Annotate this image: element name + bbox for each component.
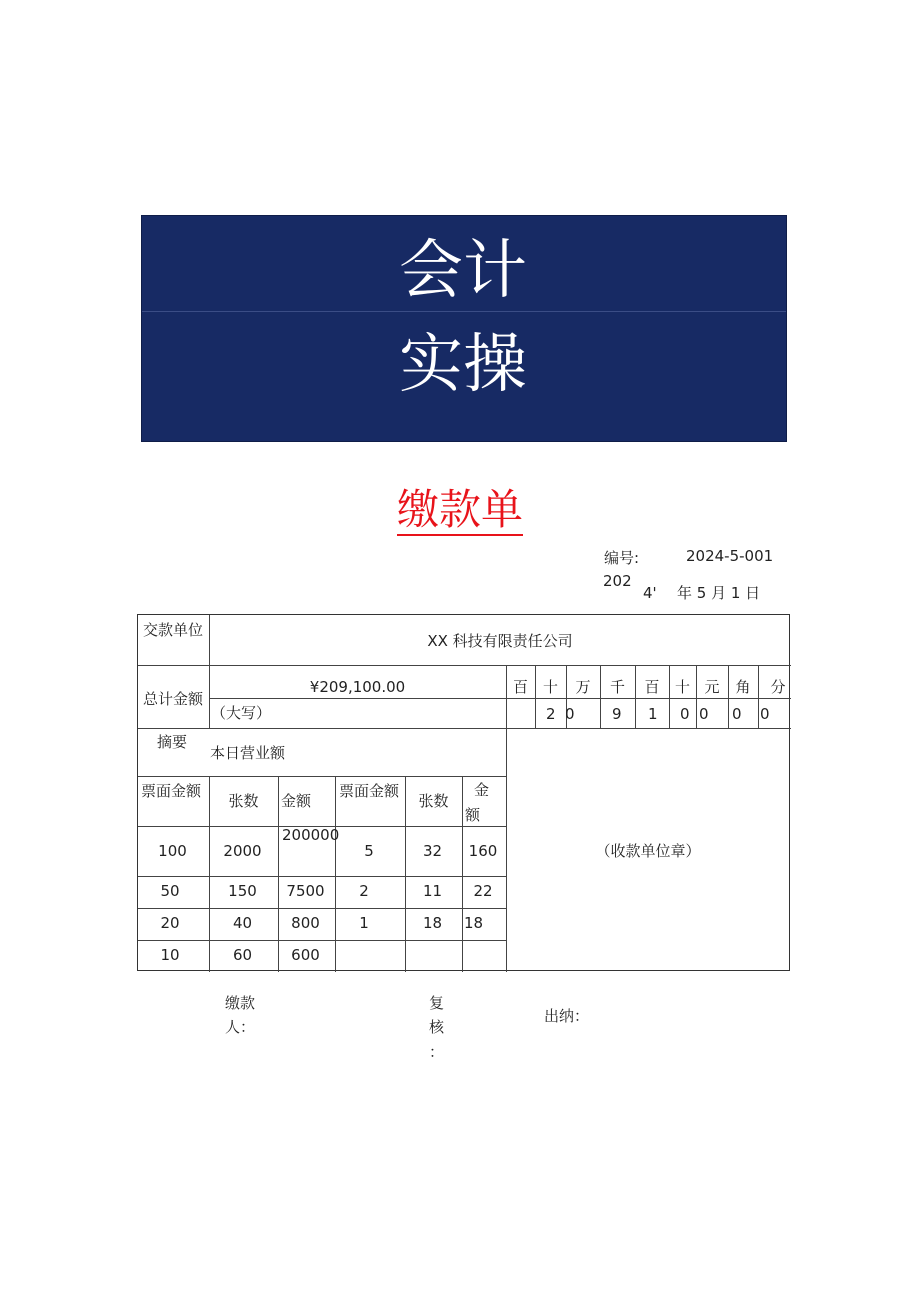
- cell-amount1: 800: [291, 914, 320, 932]
- cell-denom1: 50: [160, 882, 180, 900]
- hline: [138, 908, 506, 909]
- payer-sign-label-b: 人：: [225, 1018, 256, 1036]
- reviewer-sign-label-c: ：: [429, 1043, 445, 1061]
- vline: [696, 665, 697, 728]
- date-part-year-a: 202: [603, 572, 632, 590]
- digit-header: 百: [512, 678, 528, 696]
- cell-amount2: 160: [468, 842, 498, 860]
- total-value: ¥209,100.00: [309, 678, 406, 696]
- cover-title-line1: 会计: [399, 234, 527, 308]
- hline: [138, 876, 506, 877]
- banner-divider: [142, 311, 786, 312]
- vline: [278, 776, 279, 972]
- col-denom-1: 票面金额: [141, 782, 202, 800]
- col-amount-2-a: 金: [474, 781, 490, 799]
- cell-denom1: 20: [160, 914, 180, 932]
- cell-amount2: 22: [473, 882, 493, 900]
- cell-amount1: 7500: [286, 882, 325, 900]
- stamp-label: （收款单位章）: [595, 842, 701, 860]
- total-label: 总计金额: [143, 690, 204, 708]
- cell-denom1: 100: [158, 842, 187, 860]
- vline: [535, 665, 536, 728]
- digit-value: 0: [732, 705, 742, 723]
- document-title-text: 缴款单: [396, 485, 523, 534]
- col-amount-2-b: 额: [465, 806, 481, 824]
- vline: [506, 665, 507, 972]
- digit-header: 万: [575, 678, 591, 696]
- number-value: 2024-5-001: [686, 547, 774, 565]
- vline: [669, 665, 670, 728]
- cashier-sign-label: 出纳：: [544, 1007, 590, 1025]
- hline: [138, 940, 506, 941]
- vline: [600, 665, 601, 728]
- digit-header: 角: [735, 678, 751, 696]
- digit-header: 十: [542, 678, 558, 696]
- date-part-rest: 年 5 月 1 日: [677, 584, 761, 602]
- summary-label: 摘要: [157, 733, 188, 751]
- digit-value: 0: [565, 705, 575, 723]
- digit-value: 2: [546, 705, 556, 723]
- digit-header: 百: [644, 678, 660, 696]
- hline: [138, 776, 506, 777]
- payer-label: 交款单位: [143, 621, 204, 639]
- reviewer-sign-label-a: 复: [429, 994, 445, 1012]
- number-label: 编号:: [604, 549, 640, 567]
- cover-title-line2: 实操: [399, 328, 527, 402]
- digit-header: 十: [674, 678, 690, 696]
- vline: [728, 665, 729, 728]
- cell-denom1: 10: [160, 946, 180, 964]
- cell-amount1: 200000: [282, 826, 340, 844]
- cell-count1: 40: [232, 914, 253, 932]
- cell-count1: 150: [228, 882, 257, 900]
- cell-count2: 11: [422, 882, 443, 900]
- cell-amount2: 18: [464, 914, 484, 932]
- hline: [209, 698, 791, 699]
- col-count-1: 张数: [228, 792, 259, 810]
- col-amount-1: 金额: [281, 792, 312, 810]
- payer-value: XX 科技有限责任公司: [427, 632, 573, 650]
- cell-count2: 18: [422, 914, 443, 932]
- digit-value: 1: [648, 705, 658, 723]
- vline: [462, 776, 463, 972]
- digit-value: 0: [699, 705, 709, 723]
- col-denom-2: 票面金额: [339, 782, 400, 800]
- cell-count1: 2000: [223, 842, 262, 860]
- document-title: [0, 482, 920, 538]
- summary-value: 本日营业额: [210, 744, 286, 762]
- cell-count1: 60: [232, 946, 253, 964]
- digit-header: 千: [609, 678, 625, 696]
- cell-amount1: 600: [291, 946, 320, 964]
- vline: [635, 665, 636, 728]
- hline: [138, 728, 791, 729]
- date-part-year-b: 4': [643, 584, 657, 602]
- reviewer-sign-label-b: 核: [429, 1018, 445, 1036]
- cell-denom2: 5: [364, 842, 374, 860]
- digit-value: 9: [612, 705, 622, 723]
- vline: [758, 665, 759, 728]
- vline: [335, 776, 336, 972]
- cell-count2: 32: [422, 842, 443, 860]
- digit-value: 0: [680, 705, 690, 723]
- col-count-2: 张数: [418, 792, 449, 810]
- digit-header: 元: [704, 678, 720, 696]
- digit-value: 0: [760, 705, 770, 723]
- digit-header: 分: [770, 678, 786, 696]
- cell-denom2: 1: [359, 914, 369, 932]
- payer-sign-label-a: 缴款: [225, 994, 256, 1012]
- hline: [138, 665, 791, 666]
- uppercase-label: （大写）: [211, 704, 272, 722]
- cell-denom2: 2: [359, 882, 369, 900]
